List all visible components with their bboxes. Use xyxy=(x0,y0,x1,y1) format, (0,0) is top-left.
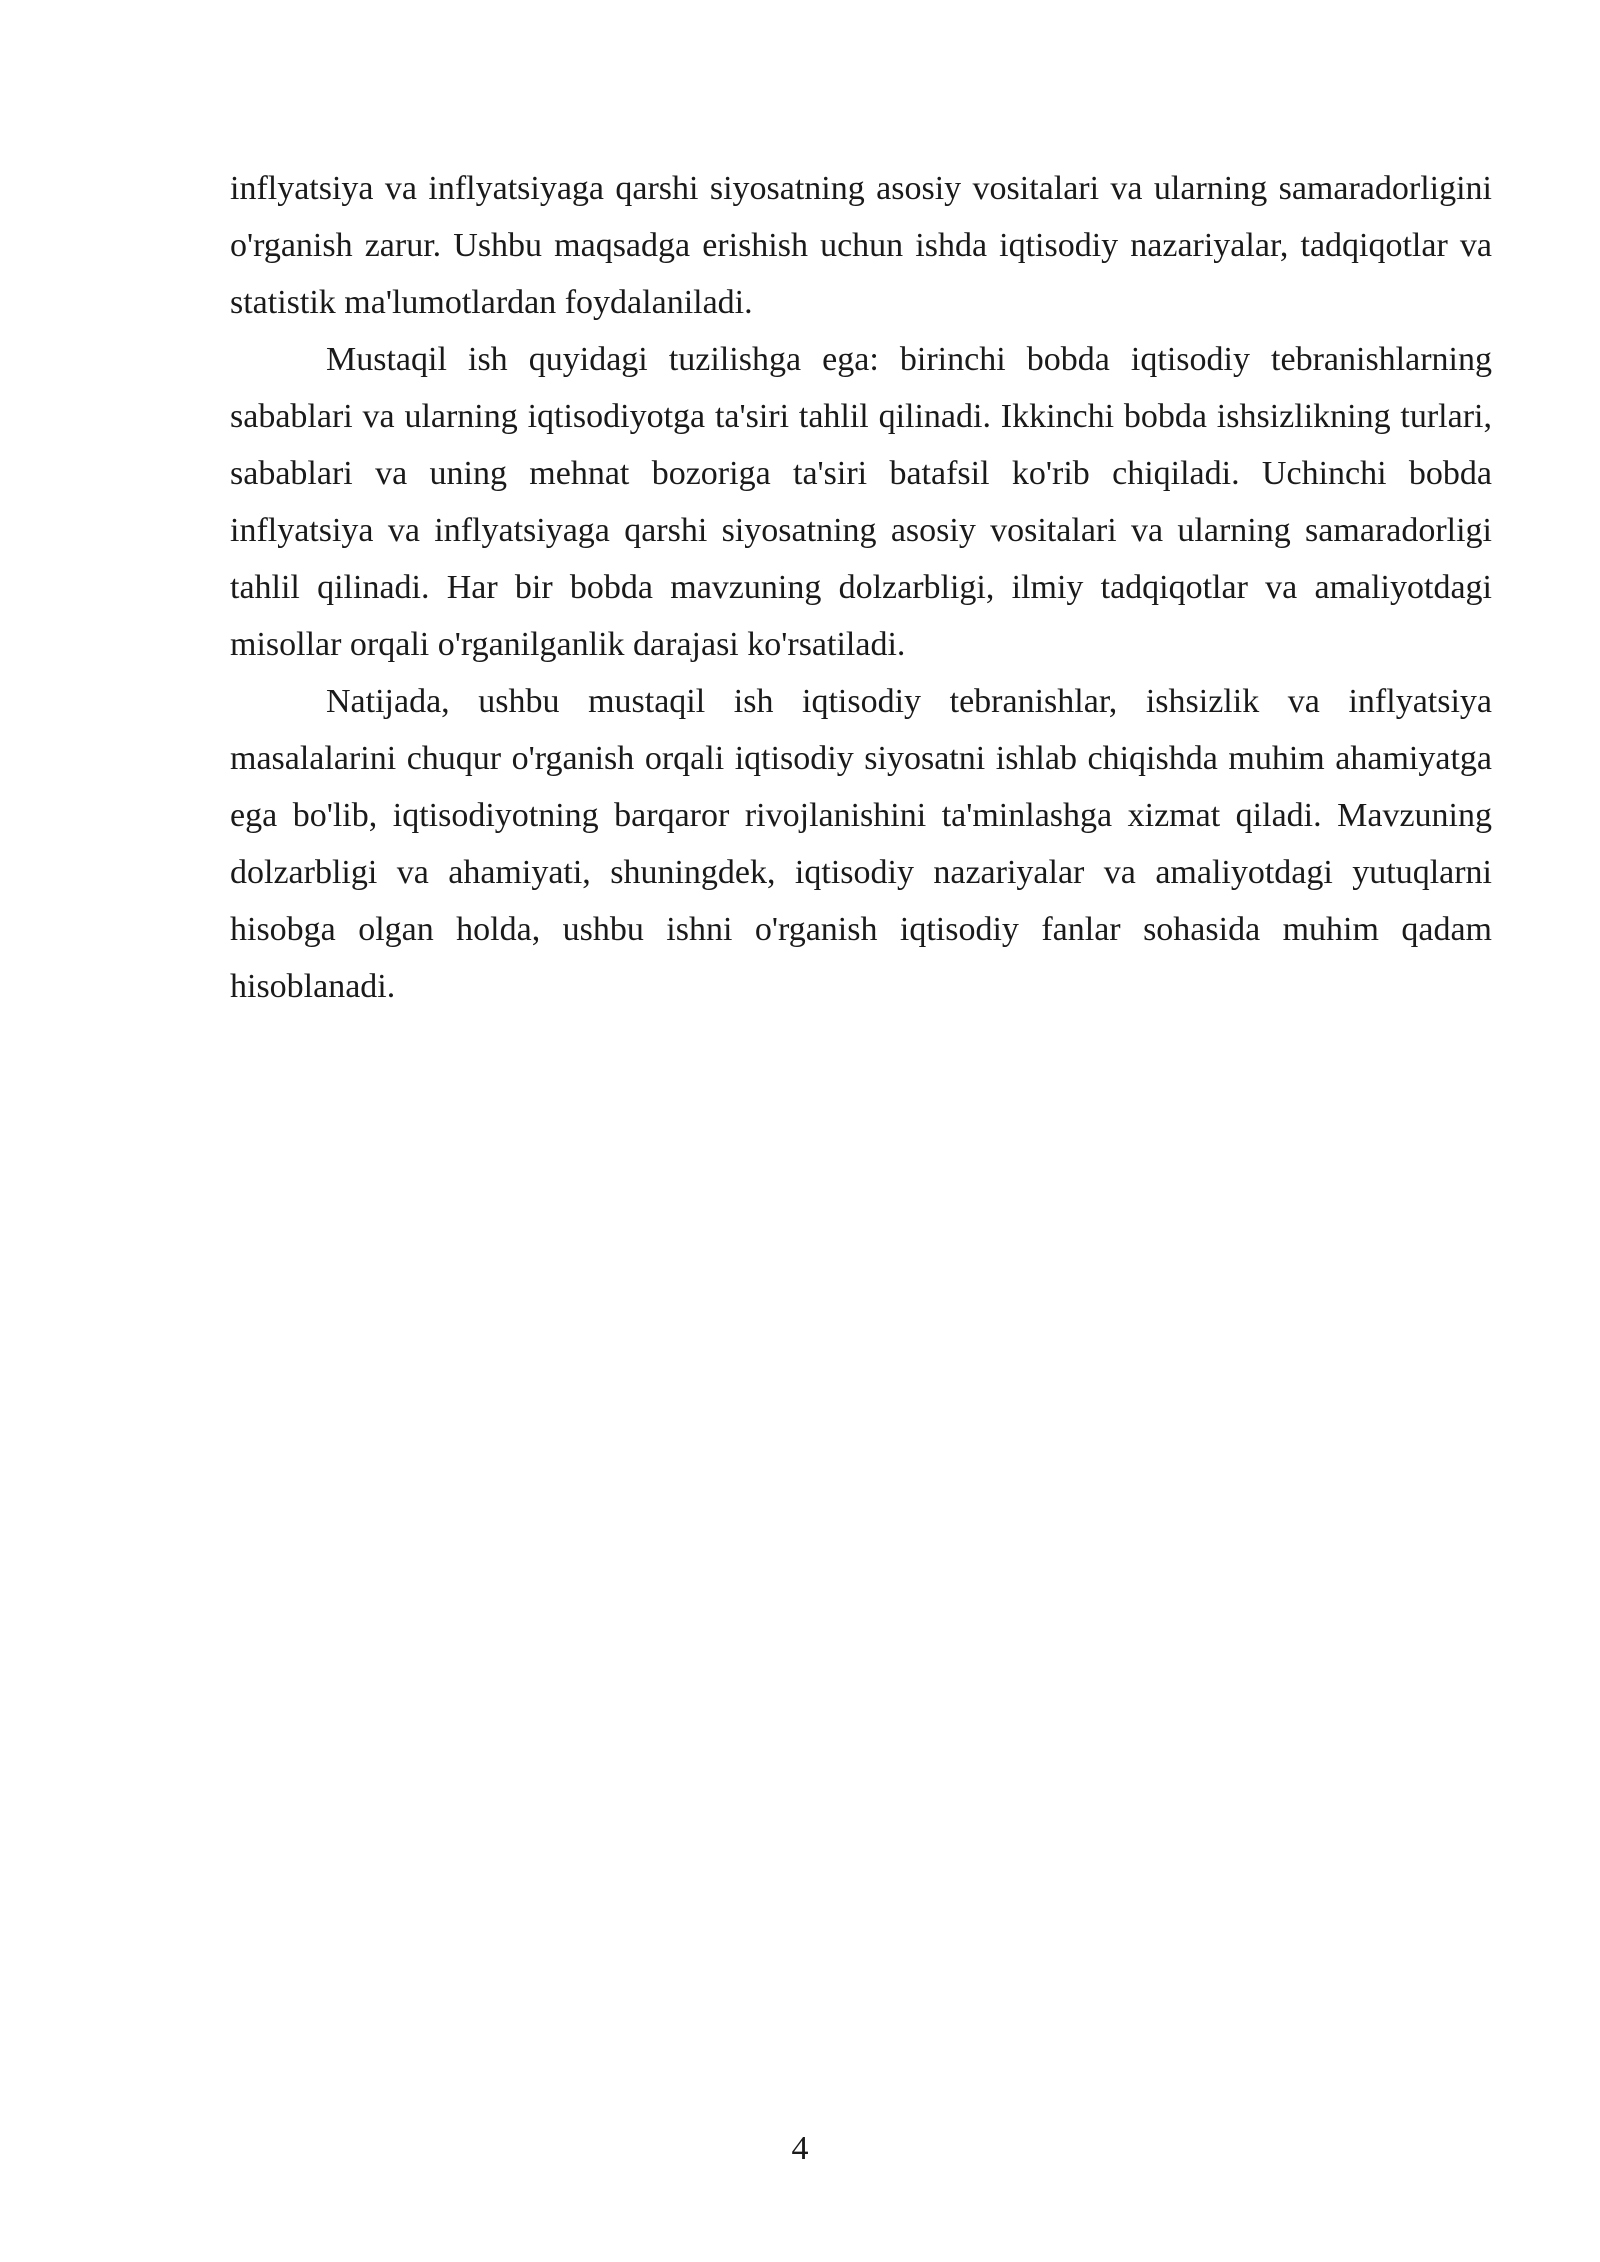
paragraph-conclusion: Natijada, ushbu mustaqil ish iqtisodiy tebranishlar, ishsizlik va inflyatsiya masalalarini chuqur o'rganish orqali iqtisodiy siyosatni ishlab chiqishda muhim ahamiyatga ega bo'lib, iqtisodiyotning barqaror rivojlanishini ta'minlashga xizmat qiladi. Mavzuning dolzarbligi va ahamiyati, shuningdek, iqtisodiy nazariyalar va amaliyotdagi yutuqlarni hisobga olgan holda, ushbu ishni o'rganish iqtisodiy fanlar sohasida muhim qadam hisoblanadi. xyxy=(230,683,1492,1005)
page-number: 4 xyxy=(791,2130,809,2167)
paragraph-continuation: inflyatsiya va inflyatsiyaga qarshi siyosatning asosiy vositalari va ularning samaradorligini o'rganish zarur. Ushbu maqsadga erishish uchun ishda iqtisodiy nazariyalar, tadqiqotlar va statistik ma'lumotlardan foydalaniladi. xyxy=(230,170,1492,321)
body-text xyxy=(230,160,1492,1015)
paragraph-structure: Mustaqil ish quyidagi tuzilishga ega: birinchi bobda iqtisodiy tebranishlarning sabablari va ularning iqtisodiyotga ta'siri tahlil qilinadi. Ikkinchi bobda ishsizlikning turlari, sabablari va uning mehnat bozoriga ta'siri batafsil ko'rib chiqiladi. Uchinchi bobda inflyatsiya va inflyatsiyaga qarshi siyosatning asosiy vositalari va ularning samaradorligi tahlil qilinadi. Har bir bobda mavzuning dolzarbligi, ilmiy tadqiqotlar va amaliyotdagi misollar orqali o'rganilganlik darajasi ko'rsatiladi. xyxy=(230,341,1492,663)
